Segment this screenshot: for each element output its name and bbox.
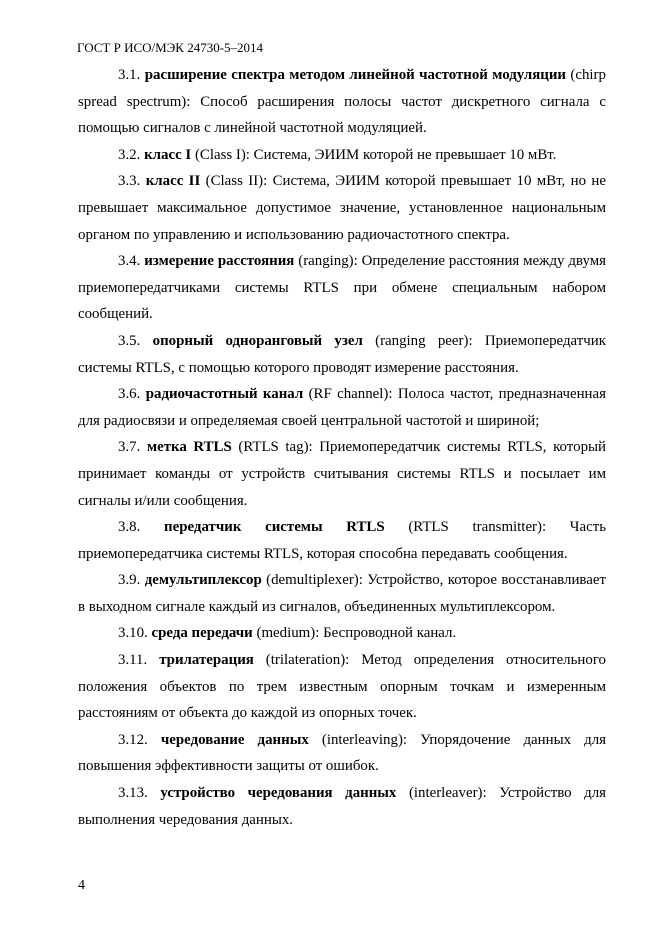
term-number: 3.6. [118,386,141,403]
term-number: 3.5. [118,332,141,349]
term-entry-3-8 [78,514,606,567]
term-number: 3.3. [118,173,141,190]
term-name: устройство чередования данных [160,785,397,802]
term-number: 3.7. [118,439,141,456]
term-definition: (Class I): Система, ЭИИМ которой не превышает 10 мВт. [194,146,557,163]
term-number: 3.12. [118,731,148,748]
term-definition: (ranging): Определение расстояния между двумя приемопередатчиками системы RTLS при обмене специальным набором сообщений. [78,253,606,323]
page-number: 4 [78,878,85,893]
term-definition: (RTLS transmitter): Часть приемопередатчика системы RTLS, которая способна передавать сообщения. [78,519,606,562]
term-entry-3-12 [78,727,606,780]
term-name: класс I [144,146,192,163]
term-entry-3-6 [78,381,606,434]
term-definition: (interleaving): Упорядочение данных для повышения эффективности защиты от ошибок. [78,731,606,775]
term-definition: (medium): Беспроводной канал. [256,625,457,642]
term-definition: (interleaver): Устройство для выполнения чередования данных. [78,785,607,828]
term-entry-3-11 [78,647,606,727]
term-definition: (Class II): Система, ЭИИМ которой превышает 10 мВт, но не превышает максимальное допустимое значение, установленное национальным органом по управлению и использованию радиочастотного спектра. [78,173,606,243]
term-name: измерение расстояния [144,253,295,270]
term-name: трилатерация [159,652,254,669]
term-definition: (ranging peer): Приемопередатчик системы RTLS, с помощью которого проводят измерение расстояния. [78,332,606,376]
term-entry-3-5 [78,328,606,381]
term-name: опорный одноранговый узел [152,332,363,349]
term-number: 3.10. [118,625,148,642]
term-number: 3.8. [118,519,141,536]
term-entry-3-7 [78,434,606,514]
term-entry-3-10 [78,620,606,647]
term-number: 3.11. [118,652,148,669]
term-name: радиочастотный канал [145,386,304,403]
term-name: чередование данных [160,731,309,748]
term-number: 3.9. [118,572,141,589]
term-entry-3-1 [78,62,606,142]
term-name: расширение спектра методом линейной частотной модуляции [144,67,566,83]
terms-section [78,62,606,833]
term-entry-3-13 [78,780,606,833]
term-entry-3-2 [78,142,606,169]
term-name: класс II [145,173,201,190]
term-definition: (RTLS tag): Приемопередатчик системы RTLS, который принимает команды от устройств считывания системы RTLS и посылает им сигналы и/или сообщения. [78,439,606,509]
term-entry-3-9 [78,567,606,620]
term-number: 3.13. [118,785,148,802]
term-name: метка RTLS [146,439,232,456]
term-number: 3.2. [118,146,141,163]
term-definition: (demultiplexer): Устройство, которое восстанавливает в выходном сигнале каждый из сигналов, объединенных мультиплексором. [78,572,606,615]
term-entry-3-3 [78,168,606,248]
term-number: 3.1. [118,67,141,83]
term-definition: (RF channel): Полоса частот, предназначенная для радиосвязи и определяемая своей центральной частотой и шириной; [78,386,606,429]
term-name: передатчик системы RTLS [164,519,385,536]
term-name: среда передачи [151,625,253,642]
term-number: 3.4. [118,253,141,270]
term-entry-3-4 [78,248,606,328]
document-header: ГОСТ Р ИСО/МЭК 24730-5–2014 [77,40,264,55]
term-definition: (trilateration): Метод определения относительного положения объектов по трем известным опорным точкам и измеренным расстояниям от объекта до каждой из опорных точек. [78,652,607,722]
term-definition: (chirp spread spectrum): Способ расширения полосы частот дискретного сигнала с помощью сигналов с линейной частотной модуляцией. [78,67,606,137]
term-name: демультиплексор [144,572,262,589]
